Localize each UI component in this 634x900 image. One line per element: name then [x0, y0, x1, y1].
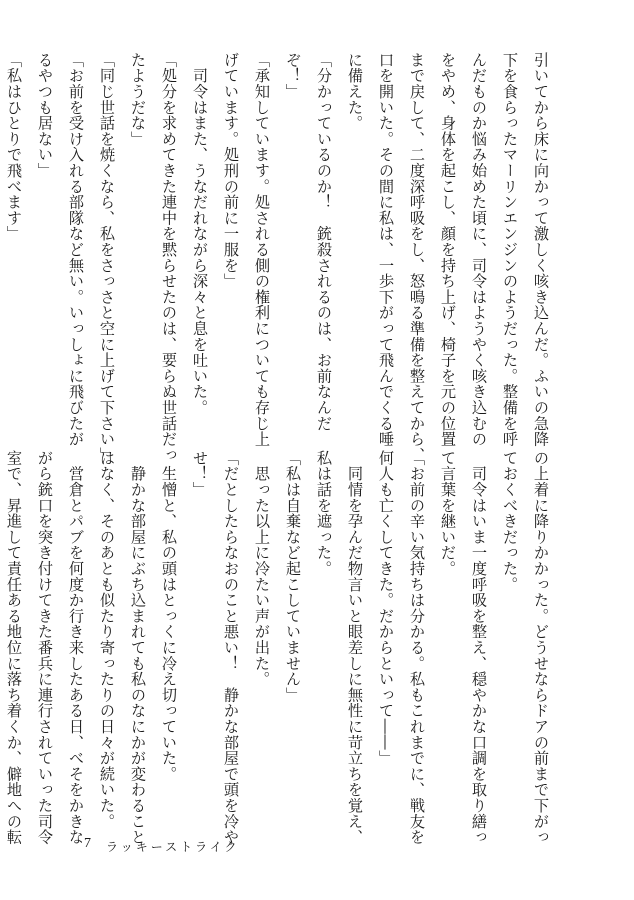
text-line: の上着に降りかかった。どうせならドアの前まで下がっ: [532, 450, 550, 845]
running-title: ラッキーストライク: [106, 840, 240, 854]
page-number: 7: [84, 836, 91, 851]
text-line: 同情を孕んだ物言いと眼差しに無性に苛立ちを覚え、: [346, 450, 364, 845]
text-line: 静かな部屋にぶち込まれても私のなにかが変わること: [129, 450, 147, 845]
text-line: に備えた。: [346, 52, 364, 131]
text-line: 「分かっているのか！ 銃殺されるのは、お前なんだ: [315, 52, 333, 432]
text-line: 私は話を遮った。: [315, 450, 333, 577]
text-line: て言葉を継いだ。: [439, 450, 457, 577]
text-line: 室で、昇進して責任ある地位に落ち着くか、僻地への転: [5, 450, 23, 845]
text-line: 司令はいま一度呼吸を整え、穏やかな口調を取り繕っ: [470, 450, 488, 845]
lower-text-block: [5, 450, 556, 845]
text-line: をやめ、身体を起こし、顔を持ち上げ、椅子を元の位置: [439, 52, 457, 447]
text-line: 司令はまた、うなだれながら深々と息を吐いた。: [191, 52, 209, 416]
text-line: 「お前の辛い気持ちは分かる。私もこれまでに、戦友を: [408, 450, 426, 845]
text-line: 「同じ世話を焼くなら、私をさっさと空に上げて下さい」: [98, 52, 116, 463]
text-line: 思った以上に冷たい声が出た。: [253, 450, 271, 687]
text-line: 「私は自棄など起こしていません」: [284, 450, 302, 703]
text-line: んだものか悩み始めた頃に、司令はようやく咳き込むの: [470, 52, 488, 447]
text-line: ぞ！」: [284, 52, 302, 100]
text-line: 何人も亡くしてきた。だからといって――」: [377, 450, 395, 766]
text-line: 営倉とパブを何度か行き来したある日、べそをかきな: [67, 450, 85, 845]
text-line: げています。処刑の前に一服を」: [222, 52, 240, 289]
text-line: がら銃口を突き付けてきた番兵に連行されていった司令: [36, 450, 54, 845]
upper-text-block: [5, 52, 556, 463]
text-line: 「処分を求めてきた連中を黙らせたのは、要らぬ世話だっ: [160, 52, 178, 463]
text-line: 「承知しています。処される側の権利についても存じ上: [253, 52, 271, 447]
text-line: 「お前を受け入れる部隊など無い。いっしょに飛びたが: [67, 52, 85, 447]
text-line: 生憎と、私の頭はとっくに冷え切っていた。: [160, 450, 178, 782]
text-line: 「私はひとりで飛べます」: [5, 52, 23, 242]
text-line: はなく、そのあとも似たり寄ったりの日々が続いた。: [98, 450, 116, 830]
text-line: 「だとしたらなおのこと悪い！ 静かな部屋で頭を冷や: [222, 450, 240, 845]
text-line: ておくべきだった。: [501, 450, 519, 593]
text-line: るやつも居ない」: [36, 52, 54, 179]
text-line: 下を食らったマーリンエンジンのようだった。整備を呼: [501, 52, 519, 447]
text-line: せ！」: [191, 450, 209, 498]
text-line: 口を開いた。その間に私は、一歩下がって飛んでくる唾: [377, 52, 395, 447]
text-line: 引いてから床に向かって激しく咳き込んだ。ふいの急降: [532, 52, 550, 447]
text-line: たようだな」: [129, 52, 147, 147]
text-line: まで戻して、二度深呼吸をし、怒鳴る準備を整えてから、: [408, 52, 426, 463]
